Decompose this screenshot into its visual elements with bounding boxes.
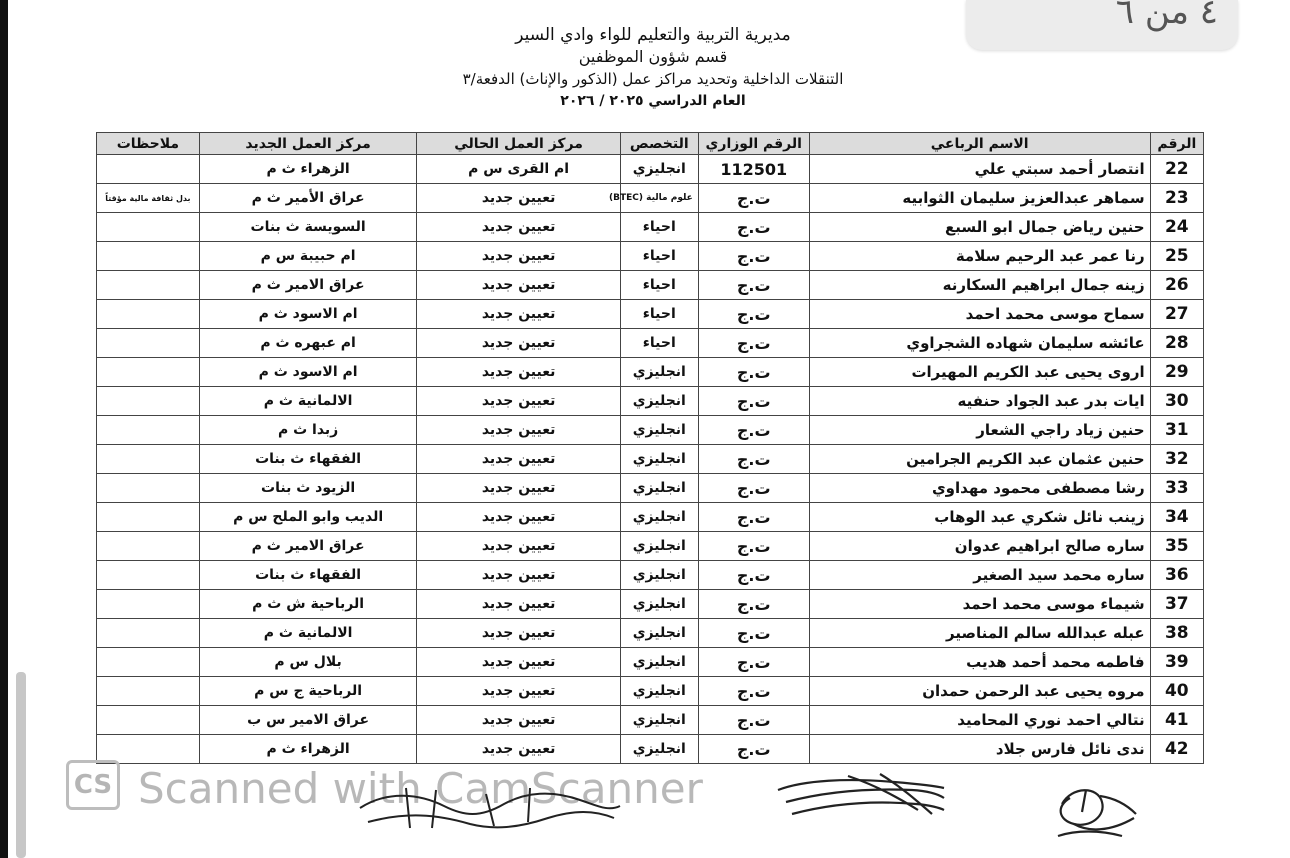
specialty-cell: انجليزي: [620, 735, 698, 764]
current-center-cell: ام القرى س م: [417, 155, 620, 184]
ministry-number-cell: ت.ج: [698, 619, 809, 648]
full-name-cell: رنا عمر عبد الرحيم سلامة: [809, 242, 1150, 271]
new-center-cell: بلال س م: [199, 648, 417, 677]
new-center-cell: ام حبيبة س م: [199, 242, 417, 271]
current-center-cell: تعيين جديد: [417, 503, 620, 532]
specialty-cell: انجليزي: [620, 155, 698, 184]
specialty-cell: انجليزي: [620, 677, 698, 706]
ministry-number-cell: ت.ج: [698, 532, 809, 561]
new-center-cell: ام الاسود ث م: [199, 358, 417, 387]
row-number-cell: 42: [1150, 735, 1203, 764]
current-center-cell: تعيين جديد: [417, 387, 620, 416]
full-name-cell: انتصار أحمد سبتي علي: [809, 155, 1150, 184]
ministry-number-cell: 112501: [698, 155, 809, 184]
signature-left: [348, 770, 628, 840]
full-name-cell: حنين رياض جمال ابو السبع: [809, 213, 1150, 242]
table-row: [97, 677, 1204, 706]
new-center-cell: ام الاسود ث م: [199, 300, 417, 329]
notes-cell: [97, 706, 200, 735]
new-center-cell: الزيود ث بنات: [199, 474, 417, 503]
new-center-cell: الفقهاء ث بنات: [199, 445, 417, 474]
row-number-cell: 40: [1150, 677, 1203, 706]
transfer-table: [96, 132, 1204, 764]
header-new-center: مركز العمل الجديد: [199, 133, 417, 155]
table-row: [97, 242, 1204, 271]
table-row: [97, 300, 1204, 329]
full-name-cell: ساره صالح ابراهيم عدوان: [809, 532, 1150, 561]
current-center-cell: تعيين جديد: [417, 619, 620, 648]
current-center-cell: تعيين جديد: [417, 300, 620, 329]
row-number-cell: 30: [1150, 387, 1203, 416]
full-name-cell: حنين عثمان عبد الكريم الجرامين: [809, 445, 1150, 474]
full-name-cell: مروه يحيى عبد الرحمن حمدان: [809, 677, 1150, 706]
new-center-cell: زبدا ث م: [199, 416, 417, 445]
ministry-number-cell: ت.ج: [698, 735, 809, 764]
current-center-cell: تعيين جديد: [417, 416, 620, 445]
new-center-cell: الالمانية ث م: [199, 387, 417, 416]
current-center-cell: تعيين جديد: [417, 358, 620, 387]
full-name-cell: ايات بدر عبد الجواد حنفيه: [809, 387, 1150, 416]
ministry-number-cell: ت.ج: [698, 561, 809, 590]
table-row: [97, 706, 1204, 735]
full-name-cell: عبله عبدالله سالم المناصير: [809, 619, 1150, 648]
row-number-cell: 32: [1150, 445, 1203, 474]
specialty-cell: علوم مالية (BTEC): [620, 184, 698, 213]
row-number-cell: 31: [1150, 416, 1203, 445]
header-current-center: مركز العمل الحالي: [417, 133, 620, 155]
camscanner-text: Scanned with CamScanner: [138, 764, 703, 813]
notes-cell: [97, 329, 200, 358]
new-center-cell: الرباحية ج س م: [199, 677, 417, 706]
header-specialty: التخصص: [620, 133, 698, 155]
ministry-number-cell: ت.ج: [698, 474, 809, 503]
specialty-cell: انجليزي: [620, 590, 698, 619]
transfer-table-wrapper: [96, 132, 1204, 760]
row-number-cell: 36: [1150, 561, 1203, 590]
table-row: [97, 445, 1204, 474]
ministry-number-cell: ت.ج: [698, 184, 809, 213]
specialty-cell: انجليزي: [620, 503, 698, 532]
notes-cell: [97, 387, 200, 416]
current-center-cell: تعيين جديد: [417, 532, 620, 561]
camscanner-logo: CS: [66, 760, 120, 810]
page-number-text: ٤ من ٦: [1115, 0, 1218, 32]
new-center-cell: عراق الامير س ب: [199, 706, 417, 735]
notes-cell: بدل ثقافة مالية مؤقتاً: [97, 184, 200, 213]
full-name-cell: شيماء موسى محمد احمد: [809, 590, 1150, 619]
new-center-cell: الالمانية ث م: [199, 619, 417, 648]
specialty-cell: انجليزي: [620, 416, 698, 445]
row-number-cell: 23: [1150, 184, 1203, 213]
specialty-cell: انجليزي: [620, 706, 698, 735]
row-number-cell: 37: [1150, 590, 1203, 619]
new-center-cell: الفقهاء ث بنات: [199, 561, 417, 590]
row-number-cell: 27: [1150, 300, 1203, 329]
specialty-cell: انجليزي: [620, 474, 698, 503]
row-number-cell: 24: [1150, 213, 1203, 242]
ministry-number-cell: ت.ج: [698, 213, 809, 242]
header-notes: ملاحظات: [97, 133, 200, 155]
table-row: [97, 619, 1204, 648]
specialty-cell: انجليزي: [620, 387, 698, 416]
new-center-cell: الديب وابو الملح س م: [199, 503, 417, 532]
table-row: [97, 648, 1204, 677]
row-number-cell: 35: [1150, 532, 1203, 561]
table-header-row: [97, 133, 1204, 155]
notes-cell: [97, 416, 200, 445]
full-name-cell: زينب نائل شكري عبد الوهاب: [809, 503, 1150, 532]
full-name-cell: ساره محمد سيد الصغير: [809, 561, 1150, 590]
ministry-number-cell: ت.ج: [698, 271, 809, 300]
table-row: [97, 561, 1204, 590]
row-number-cell: 34: [1150, 503, 1203, 532]
new-center-cell: عراق الأمير ث م: [199, 184, 417, 213]
current-center-cell: تعيين جديد: [417, 561, 620, 590]
table-row: [97, 474, 1204, 503]
specialty-cell: احياء: [620, 271, 698, 300]
table-row: [97, 329, 1204, 358]
specialty-cell: انجليزي: [620, 561, 698, 590]
department-title: قسم شؤون الموظفين: [578, 47, 728, 66]
new-center-cell: الزهراء ث م: [199, 735, 417, 764]
signature-right: [1028, 776, 1148, 846]
specialty-cell: انجليزي: [620, 358, 698, 387]
ministry-number-cell: ت.ج: [698, 503, 809, 532]
full-name-cell: حنين زياد راجي الشعار: [809, 416, 1150, 445]
notes-cell: [97, 532, 200, 561]
row-number-cell: 38: [1150, 619, 1203, 648]
header-full-name: الاسم الرباعي: [809, 133, 1150, 155]
current-center-cell: تعيين جديد: [417, 213, 620, 242]
row-number-cell: 39: [1150, 648, 1203, 677]
ministry-number-cell: ت.ج: [698, 706, 809, 735]
notes-cell: [97, 619, 200, 648]
full-name-cell: زينه جمال ابراهيم السكارنه: [809, 271, 1150, 300]
table-row: [97, 387, 1204, 416]
table-row: [97, 416, 1204, 445]
new-center-cell: ام عبهره ث م: [199, 329, 417, 358]
row-number-cell: 22: [1150, 155, 1203, 184]
specialty-cell: احياء: [620, 300, 698, 329]
notes-cell: [97, 590, 200, 619]
current-center-cell: تعيين جديد: [417, 677, 620, 706]
table-row: [97, 358, 1204, 387]
ministry-number-cell: ت.ج: [698, 358, 809, 387]
ministry-number-cell: ت.ج: [698, 648, 809, 677]
current-center-cell: تعيين جديد: [417, 184, 620, 213]
full-name-cell: اروى يحيى عبد الكريم المهيرات: [809, 358, 1150, 387]
notes-cell: [97, 242, 200, 271]
current-center-cell: تعيين جديد: [417, 590, 620, 619]
full-name-cell: رشا مصطفى محمود مهداوي: [809, 474, 1150, 503]
row-number-cell: 25: [1150, 242, 1203, 271]
full-name-cell: عائشه سليمان شهاده الشجراوي: [809, 329, 1150, 358]
specialty-cell: احياء: [620, 213, 698, 242]
notes-cell: [97, 155, 200, 184]
new-center-cell: عراق الامير ث م: [199, 271, 417, 300]
table-row: [97, 184, 1204, 213]
academic-year-title: العام الدراسي ٢٠٢٥ / ٢٠٢٦: [560, 93, 746, 109]
ministry-number-cell: ت.ج: [698, 416, 809, 445]
signature-middle: [768, 770, 948, 830]
row-number-cell: 41: [1150, 706, 1203, 735]
specialty-cell: احياء: [620, 242, 698, 271]
notes-cell: [97, 503, 200, 532]
specialty-cell: انجليزي: [620, 532, 698, 561]
new-center-cell: الزهراء ث م: [199, 155, 417, 184]
full-name-cell: ندى نائل فارس جلاد: [809, 735, 1150, 764]
full-name-cell: سماهر عبدالعزيز سليمان الثوابيه: [809, 184, 1150, 213]
table-body: [97, 155, 1204, 764]
new-center-cell: السويسة ث بنات: [199, 213, 417, 242]
current-center-cell: تعيين جديد: [417, 329, 620, 358]
table-header: [97, 133, 1204, 155]
current-center-cell: تعيين جديد: [417, 648, 620, 677]
current-center-cell: تعيين جديد: [417, 242, 620, 271]
header-number: الرقم: [1150, 133, 1203, 155]
row-number-cell: 26: [1150, 271, 1203, 300]
ministry-number-cell: ت.ج: [698, 242, 809, 271]
notes-cell: [97, 300, 200, 329]
scroll-edge-indicator: [16, 672, 26, 858]
ministry-number-cell: ت.ج: [698, 329, 809, 358]
row-number-cell: 29: [1150, 358, 1203, 387]
notes-cell: [97, 648, 200, 677]
table-row: [97, 155, 1204, 184]
ministry-number-cell: ت.ج: [698, 387, 809, 416]
table-row: [97, 590, 1204, 619]
row-number-cell: 33: [1150, 474, 1203, 503]
notes-cell: [97, 271, 200, 300]
directorate-title: مديرية التربية والتعليم للواء وادي السير: [515, 25, 791, 45]
page-number-badge: [966, 0, 1238, 50]
full-name-cell: نتالي احمد نوري المحاميد: [809, 706, 1150, 735]
transfer-list-title: التنقلات الداخلية وتحديد مراكز عمل (الذكور والإناث) الدفعة/٣: [462, 70, 844, 88]
notes-cell: [97, 561, 200, 590]
row-number-cell: 28: [1150, 329, 1203, 358]
notes-cell: [97, 213, 200, 242]
ministry-number-cell: ت.ج: [698, 590, 809, 619]
current-center-cell: تعيين جديد: [417, 474, 620, 503]
full-name-cell: سماح موسى محمد احمد: [809, 300, 1150, 329]
header-ministry-number: الرقم الوزاري: [698, 133, 809, 155]
specialty-cell: انجليزي: [620, 619, 698, 648]
specialty-cell: احياء: [620, 329, 698, 358]
notes-cell: [97, 358, 200, 387]
table-row: [97, 503, 1204, 532]
ministry-number-cell: ت.ج: [698, 677, 809, 706]
current-center-cell: تعيين جديد: [417, 735, 620, 764]
new-center-cell: الرباحية ش ث م: [199, 590, 417, 619]
full-name-cell: فاطمه محمد أحمد هديب: [809, 648, 1150, 677]
new-center-cell: عراق الامير ث م: [199, 532, 417, 561]
notes-cell: [97, 474, 200, 503]
notes-cell: [97, 445, 200, 474]
current-center-cell: تعيين جديد: [417, 445, 620, 474]
current-center-cell: تعيين جديد: [417, 271, 620, 300]
ministry-number-cell: ت.ج: [698, 445, 809, 474]
current-center-cell: تعيين جديد: [417, 706, 620, 735]
specialty-cell: انجليزي: [620, 445, 698, 474]
specialty-cell: انجليزي: [620, 648, 698, 677]
table-row: [97, 532, 1204, 561]
document-header: [428, 24, 878, 112]
table-row: [97, 271, 1204, 300]
notes-cell: [97, 677, 200, 706]
table-row: [97, 213, 1204, 242]
ministry-number-cell: ت.ج: [698, 300, 809, 329]
